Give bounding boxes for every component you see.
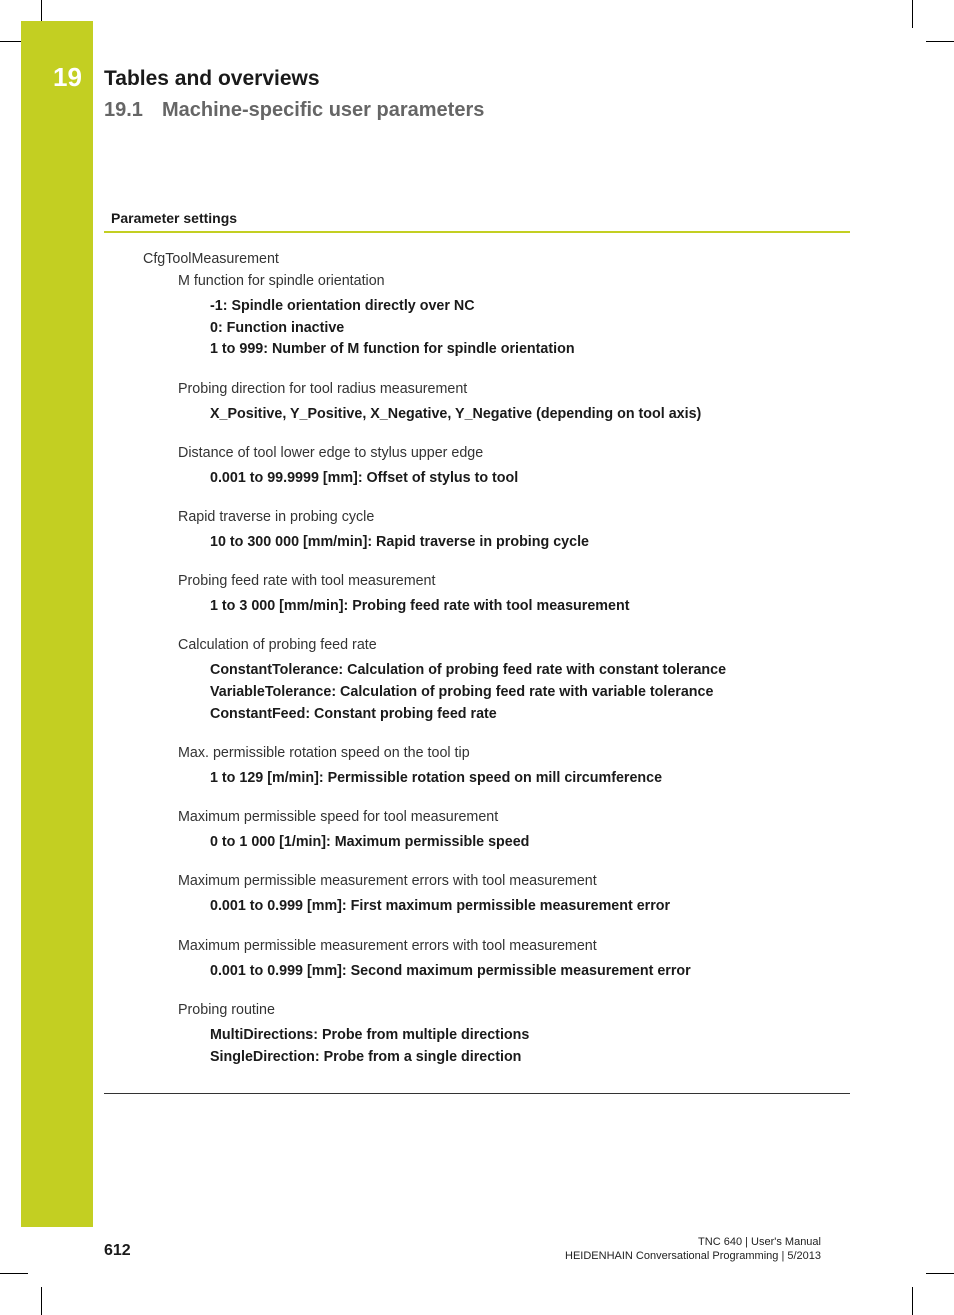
parameter-group: [104, 999, 850, 1068]
parameter-value: 0 to 1 000 [1/min]: Maximum permissible speed: [210, 834, 530, 851]
parameter-label: Calculation of probing feed rate: [178, 637, 377, 654]
parameter-group: [104, 806, 850, 854]
parameter-value: 0.001 to 0.999 [mm]: First maximum permissible measurement error: [210, 898, 671, 915]
page-number: 612: [104, 1242, 131, 1259]
parameter-value: 1 to 999: Number of M function for spindle orientation: [210, 341, 575, 358]
parameter-value: 1 to 129 [m/min]: Permissible rotation speed on mill circumference: [210, 770, 663, 787]
parameter-value: 1 to 3 000 [mm/min]: Probing feed rate with tool measurement: [210, 598, 630, 615]
parameter-value: 10 to 300 000 [mm/min]: Rapid traverse in probing cycle: [210, 534, 589, 551]
parameter-label: Distance of tool lower edge to stylus upper edge: [178, 444, 484, 461]
crop-mark: [912, 1287, 913, 1315]
crop-mark: [926, 1273, 954, 1274]
parameter-value: MultiDirections: Probe from multiple directions: [210, 1026, 530, 1043]
parameter-list: [104, 248, 850, 1085]
crop-mark: [912, 0, 913, 28]
parameter-group: [104, 270, 850, 361]
crop-mark: [0, 41, 21, 42]
crop-mark: [926, 41, 954, 42]
parameter-group: [104, 935, 850, 983]
chapter-number: 19: [53, 62, 82, 92]
section-title-text: Machine-specific user parameters: [162, 99, 485, 121]
parameter-value: 0.001 to 99.9999 [mm]: Offset of stylus to tool: [210, 469, 519, 486]
parameter-value: SingleDirection: Probe from a single direction: [210, 1048, 522, 1065]
parameter-value: 0: Function inactive: [210, 319, 345, 336]
footer-line-1: TNC 640 | User's Manual: [698, 1236, 821, 1248]
parameter-group: [104, 870, 850, 918]
chapter-tab-bar: [21, 21, 93, 1227]
parameter-group: [104, 378, 850, 426]
parameter-group: [104, 742, 850, 790]
parameter-label: Probing routine: [178, 1001, 275, 1018]
parameter-label: Maximum permissible measurement errors with tool measurement: [178, 937, 597, 954]
parameter-value: ConstantFeed: Constant probing feed rate: [210, 705, 497, 722]
parameter-label: Rapid traverse in probing cycle: [178, 509, 375, 526]
parameter-label: Probing feed rate with tool measurement: [178, 573, 436, 590]
section-title: [104, 99, 484, 122]
parameter-label: Maximum permissible speed for tool measurement: [178, 809, 499, 826]
parameter-value: VariableTolerance: Calculation of probing feed rate with variable tolerance: [210, 684, 714, 701]
crop-mark: [41, 0, 42, 21]
parameter-value: X_Positive, Y_Positive, X_Negative, Y_Negative (depending on tool axis): [210, 405, 702, 422]
parameter-value: ConstantTolerance: Calculation of probing feed rate with constant tolerance: [210, 662, 727, 679]
parameter-group: [104, 442, 850, 490]
parameter-group: [104, 570, 850, 618]
section-number: 19.1: [104, 99, 143, 121]
table-heading: Parameter settings: [111, 210, 238, 226]
crop-mark: [41, 1287, 42, 1315]
parameter-label: Probing direction for tool radius measurement: [178, 380, 468, 397]
parameter-label: M function for spindle orientation: [178, 273, 385, 289]
parameter-label: Max. permissible rotation speed on the tool tip: [178, 745, 470, 762]
divider-top: [104, 231, 850, 233]
divider-bottom: [104, 1093, 850, 1094]
footer: [565, 1235, 821, 1263]
crop-mark: [0, 1273, 28, 1274]
parameter-value: -1: Spindle orientation directly over NC: [210, 298, 475, 314]
footer-line-2: HEIDENHAIN Conversational Programming | 5/2013: [565, 1250, 821, 1262]
chapter-title: Tables and overviews: [104, 67, 320, 90]
parameter-value: 0.001 to 0.999 [mm]: Second maximum permissible measurement error: [210, 962, 691, 979]
parameter-group: [104, 506, 850, 554]
parameter-label: Maximum permissible measurement errors with tool measurement: [178, 873, 597, 890]
root-parameter: CfgToolMeasurement: [143, 251, 279, 267]
parameter-group: [104, 634, 850, 725]
